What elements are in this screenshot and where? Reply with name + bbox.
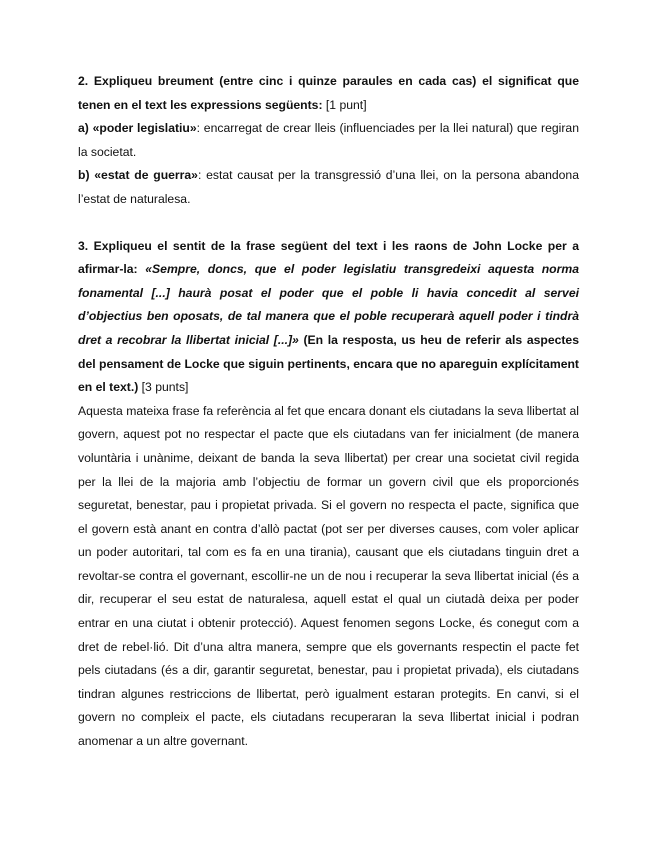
question-3: [78, 235, 579, 400]
question-2-heading: 2. Expliqueu breument (entre cinc i quinze paraules en cada cas) el significat que tenen en el text les expressions següents:: [78, 74, 579, 112]
answer-2b-text: : estat causat per la transgressió d’una llei, on la persona abandona l’estat de naturalesa.: [78, 168, 579, 206]
answer-3: Aquesta mateixa frase fa referència al fet que encara donant els ciutadans la seva llibertat al govern, aquest pot no respectar el pacte que els ciutadans van fer inicialment (de manera voluntària i unànime, deixant de banda la seva llibertat) per crear una societat civil regida per la llei de la majoria amb l’objectiu de formar un govern civil que els proporcionés seguretat, benestar, pau i propietat privada. Si el govern no respecta el pacte, significa que el govern està anant en contra d’allò pactat (pot ser per diverses causes, com voler aplicar un poder autoritari, tal com es fa en una tirania), causant que els ciutadans tinguin dret a revoltar-se contra el governant, escollir-ne un de nou i recuperar la seva llibertat inicial (és a dir, recuperar el seu estat de naturalesa, aquell estat el qual un ciutadà deixa per poder entrar en una ciutat i obtenir protecció). Aquest fenomen segons Locke, és conegut com a dret de rebel·lió. Dit d’una altra manera, sempre que els governants respectin el pacte fet pels ciutadans (és a dir, garantir seguretat, benestar, pau i propietat privada), els ciutadans tindran algunes restriccions de llibertat, però igualment estaran protegits. En canvi, si el govern no compleix el pacte, els ciutadans recuperaran la seva llibertat inicial i podran anomenar a un altre governant.: [78, 403, 579, 749]
question-3-quote: «Sempre, doncs, que el poder legislatiu transgredeixi aquesta norma fonamental [...] haurà posat el poder que el poble li havia concedit al servei d’objectius ben oposats, de tal manera que el poble recuperarà aquell poder i tindrà dret a recobrar la llibertat inicial [...]»: [78, 262, 579, 347]
answer-2b: [78, 164, 579, 211]
question-2: [78, 70, 579, 117]
document-page: [78, 70, 579, 754]
question-3-heading: 3. Expliqueu el sentit de la frase següent del text i les raons de John Locke per a afirmar-la:: [78, 238, 579, 277]
question-2-points: [1 punt]: [325, 97, 367, 112]
answer-2a-text: : encarregat de crear lleis (influenciades per la llei natural) que regiran la societat.: [78, 121, 579, 159]
question-3-instructions: (En la resposta, us heu de referir als aspectes del pensament de Locke que siguin pertinents, encara que no apareguin explícitament en el text.): [78, 332, 579, 395]
section-spacer: [78, 212, 579, 235]
answer-2a-label: a) «poder legislatiu»: [78, 121, 197, 136]
question-3-points: [3 punts]: [138, 380, 189, 395]
answer-2b-label: b) «estat de guerra»: [78, 168, 198, 183]
answer-2a: [78, 117, 579, 164]
